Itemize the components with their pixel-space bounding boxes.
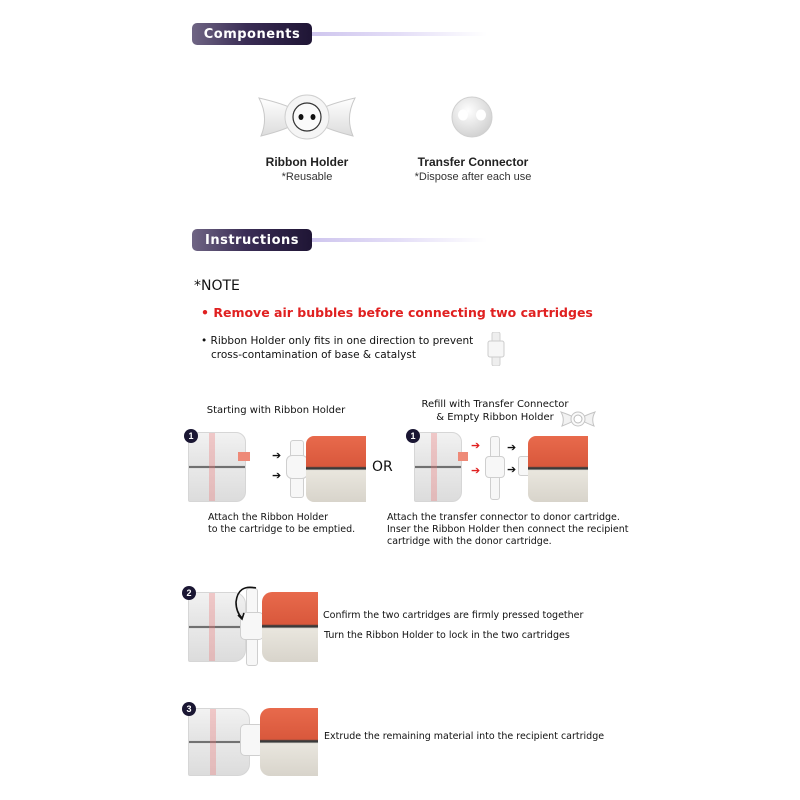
- step1-right-title-line2: & Empty Ribbon Holder: [436, 412, 554, 423]
- recipient-cartridge-image: [260, 708, 318, 776]
- components-title: Components: [192, 23, 312, 45]
- step1-right-caption-line3: cartridge with the donor cartridge.: [387, 536, 552, 547]
- transfer-connector-icon: [450, 95, 494, 139]
- step1-left-caption-line1: Attach the Ribbon Holder: [208, 512, 329, 523]
- header-divider: [312, 238, 487, 242]
- transfer-connector-label: Transfer Connector: [417, 155, 529, 169]
- arrow-right-icon: ➔: [507, 442, 517, 454]
- header-divider: [312, 32, 487, 36]
- step1-right-title-line1: Refill with Transfer Connector: [421, 399, 569, 410]
- step1-right-caption-line1: Attach the transfer connector to donor cartridge.: [387, 512, 620, 523]
- arrow-right-red-icon: ➔: [471, 465, 481, 477]
- instructions-header: [192, 229, 487, 251]
- arrow-right-icon: ➔: [272, 450, 282, 462]
- note-direction-line2: cross-contamination of base & catalyst: [211, 349, 416, 361]
- recipient-cartridge-image: [262, 592, 318, 662]
- transfer-connector-note: *Dispose after each use: [414, 171, 532, 183]
- recipient-cartridge-image: [528, 436, 588, 502]
- arrow-right-red-icon: ➔: [471, 440, 481, 452]
- instructions-title: Instructions: [192, 229, 312, 251]
- step2-badge: 2: [182, 586, 196, 600]
- arrow-right-icon: ➔: [507, 464, 517, 476]
- rotate-arrow-icon: [228, 582, 264, 622]
- step3-badge: 3: [182, 702, 196, 716]
- note-title: *NOTE: [194, 278, 240, 294]
- step1-left-title: Starting with Ribbon Holder: [206, 405, 346, 416]
- components-header: [192, 23, 487, 45]
- step1-left-caption-line2: to the cartridge to be emptied.: [208, 524, 356, 535]
- note-air-bubbles: • Remove air bubbles before connecting two cartridges: [201, 305, 593, 320]
- nozzle: [458, 452, 468, 461]
- donor-cartridge-image: [414, 432, 462, 502]
- ribbon-holder-label: Ribbon Holder: [265, 155, 349, 169]
- step2-text-line2: Turn the Ribbon Holder to lock in the two cartridges: [324, 630, 570, 641]
- recipient-cartridge-image: [306, 436, 366, 502]
- step1-right-badge: 1: [406, 429, 420, 443]
- donor-cartridge-image: [188, 432, 246, 502]
- step2-text-line1: Confirm the two cartridges are firmly pressed together: [323, 610, 584, 621]
- ribbon-holder-icon: [255, 92, 359, 142]
- ribbon-holder-note: *Reusable: [281, 171, 333, 183]
- step1-badge: 1: [184, 429, 198, 443]
- nozzle: [238, 452, 250, 461]
- note-direction-line1: • Ribbon Holder only fits in one direction to prevent: [201, 335, 474, 347]
- ribbon-holder-side-icon: [487, 332, 505, 366]
- step1-right-caption-line2: Inser the Ribbon Holder then connect the recipient: [387, 524, 629, 535]
- transfer-connector-hub: [485, 456, 505, 478]
- step3-text: Extrude the remaining material into the recipient cartridge: [324, 731, 605, 742]
- empty-ribbon-holder-icon: [560, 410, 596, 428]
- ribbon-holder-hub: [286, 455, 308, 479]
- arrow-right-icon: ➔: [272, 470, 282, 482]
- or-label: OR: [372, 459, 393, 475]
